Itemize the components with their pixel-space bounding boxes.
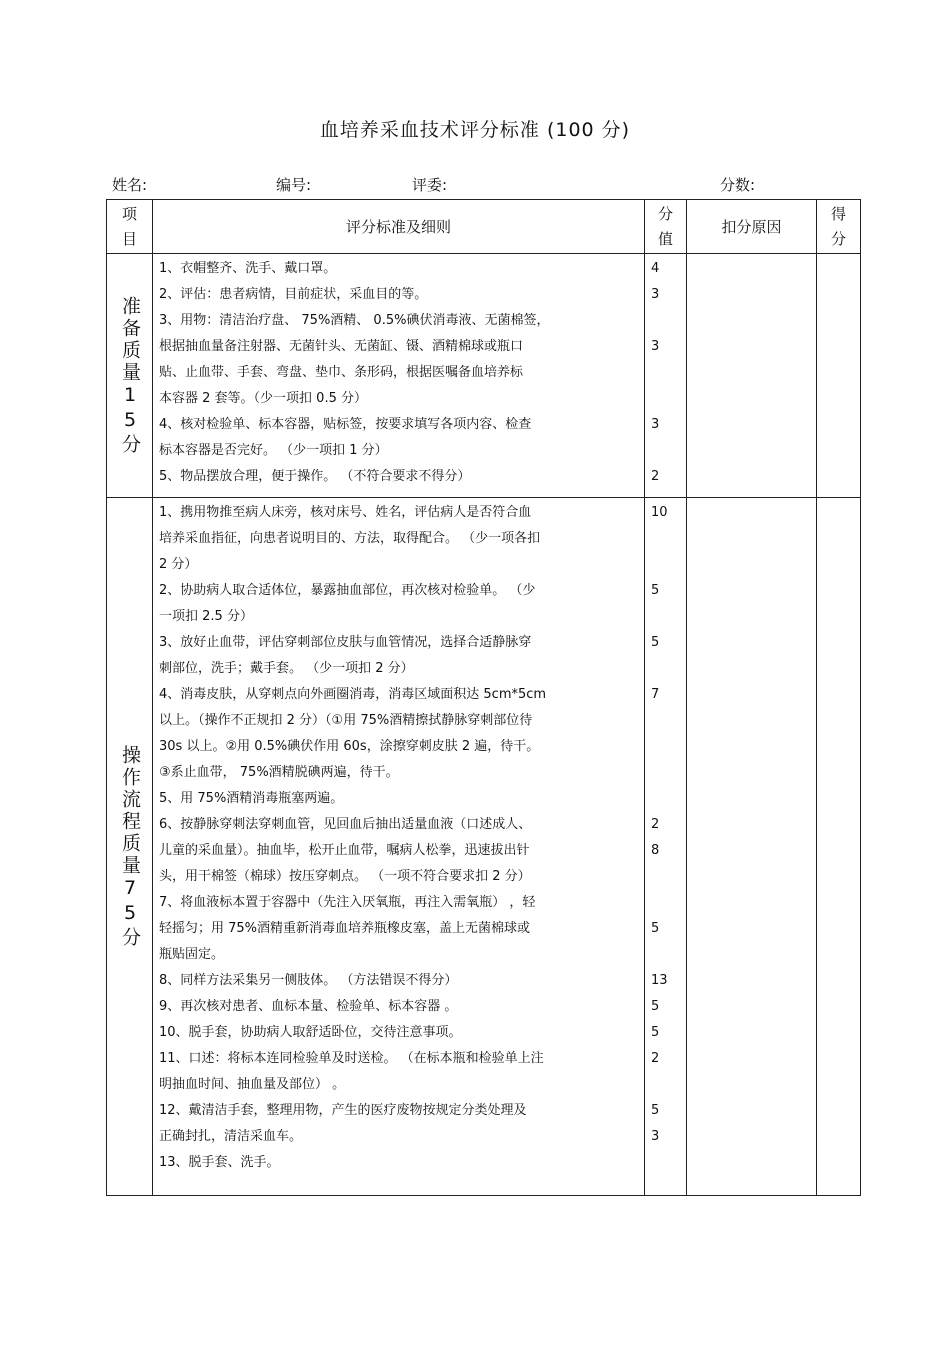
criteria-line: 12、戴清洁手套，整理用物，产生的医疗废物按规定分类处理及: [159, 1103, 527, 1118]
criteria-line: 5、用 75%酒精消毒瓶塞两遍。: [159, 791, 344, 806]
header-item: [107, 200, 153, 254]
criteria-line: 轻摇匀；用 75%酒精重新消毒血培养瓶橡皮塞，盖上无菌棉球或: [159, 921, 531, 936]
criteria-line: 2、评估：患者病情，目前症状，采血目的等。: [159, 287, 428, 302]
criteria-line: 11、口述：将标本连同检验单及时送检。 （在标本瓶和检验单上注: [159, 1051, 544, 1066]
judge-label: 评委:: [412, 176, 448, 194]
criteria-list: [159, 256, 638, 490]
points-value: [651, 552, 680, 578]
points-value: [651, 734, 680, 760]
criteria-line: 9、再次核对患者、血标本量、检验单、标本容器 。: [159, 999, 458, 1014]
points-value: 2: [651, 1051, 660, 1066]
criteria-list: [159, 500, 638, 1176]
points-value: 5: [651, 1103, 660, 1118]
points-value: [651, 360, 680, 386]
criteria-line: 1、携用物推至病人床旁，核对床号、姓名，评估病人是否符合血: [159, 505, 532, 520]
points-cell: [645, 254, 687, 498]
name-label: 姓名:: [112, 176, 148, 194]
points-value: 8: [651, 843, 660, 858]
criteria-line: 明抽血时间、抽血量及部位） 。: [159, 1077, 346, 1092]
header-item-line-2: 目: [121, 230, 137, 248]
points-value: [651, 604, 680, 630]
points-value: [651, 942, 680, 968]
category-cell: [107, 498, 153, 1196]
points-value: [651, 656, 680, 682]
points-value: [651, 786, 680, 812]
score-cell[interactable]: [817, 254, 861, 498]
points-value: 13: [651, 973, 668, 988]
header-points: [645, 200, 687, 254]
header-score-line-2: 分: [830, 230, 846, 248]
points-value: 7: [651, 687, 660, 702]
points-value: [651, 708, 680, 734]
header-points-line-1: 分: [657, 205, 673, 223]
criteria-line: 3、放好止血带，评估穿刺部位皮肤与血管情况，选择合适静脉穿: [159, 635, 532, 650]
criteria-line: 10、脱手套，协助病人取舒适卧位，交待注意事项。: [159, 1025, 462, 1040]
criteria-line: 13、脱手套、洗手。: [159, 1155, 280, 1170]
points-value: 10: [651, 505, 668, 520]
criteria-line: 培养采血指征，向患者说明目的、方法，取得配合。 （少一项各扣: [159, 531, 541, 546]
criteria-line: 一项扣 2.5 分）: [159, 609, 253, 624]
criteria-line: 1、衣帽整齐、洗手、戴口罩。: [159, 261, 337, 276]
points-list: [651, 256, 680, 484]
category-cell: [107, 254, 153, 498]
points-value: [651, 1072, 680, 1098]
points-value: 4: [651, 261, 660, 276]
header-points-line-2: 值: [657, 230, 673, 248]
points-value: [651, 308, 680, 334]
criteria-line: 7、将血液标本置于容器中（先注入厌氧瓶，再注入需氧瓶） ，轻: [159, 895, 536, 910]
criteria-line: 贴、止血带、手套、弯盘、垫巾、条形码，根据医嘱备血培养标: [159, 365, 524, 380]
criteria-line: 3、用物：清洁治疗盘、 75%酒精、 0.5%碘伏消毒液、无菌棉签，: [159, 313, 550, 328]
deduction-reason-cell[interactable]: [687, 254, 817, 498]
criteria-line: 30s 以上。②用 0.5%碘伏作用 60s，涂擦穿刺皮肤 2 遍，待干。: [159, 739, 540, 754]
points-value: [651, 760, 680, 786]
points-value: 3: [651, 1129, 660, 1144]
points-value: 3: [651, 287, 660, 302]
points-value: 5: [651, 1025, 660, 1040]
score-cell[interactable]: [817, 498, 861, 1196]
header-item-line-1: 项: [121, 205, 137, 223]
criteria-line: 儿童的采血量）。抽血毕，松开止血带，嘱病人松拳，迅速拔出针: [159, 843, 530, 858]
criteria-line: 瓶贴固定。: [159, 947, 225, 962]
points-value: 5: [651, 635, 660, 650]
points-value: [651, 438, 680, 464]
points-list: [651, 500, 680, 1144]
header-deduction-reason: 扣分原因: [687, 200, 817, 254]
criteria-line: 8、同样方法采集另一侧肢体。 （方法错误不得分）: [159, 973, 458, 988]
score-label: 分数:: [720, 176, 756, 194]
table-header-row: [107, 200, 861, 254]
header-score: [817, 200, 861, 254]
points-value: [651, 864, 680, 890]
section-row-preparation: [107, 254, 861, 498]
criteria-cell: [153, 254, 645, 498]
scoring-table: [106, 199, 861, 1196]
points-value: [651, 386, 680, 412]
page-title: 血培养采血技术评分标准 (100 分): [319, 119, 631, 141]
criteria-line: 4、消毒皮肤，从穿刺点向外画圈消毒，消毒区域面积达 5cm*5cm: [159, 687, 547, 702]
criteria-line: 2 分）: [159, 557, 198, 572]
points-value: [651, 1150, 680, 1176]
points-value: 5: [651, 583, 660, 598]
points-value: 2: [651, 469, 660, 484]
criteria-cell: [153, 498, 645, 1196]
criteria-line: ③系止血带， 75%酒精脱碘两遍，待干。: [159, 765, 399, 780]
criteria-line: 本容器 2 套等。（少一项扣 0.5 分）: [159, 391, 367, 406]
points-value: 3: [651, 339, 660, 354]
deduction-reason-cell[interactable]: [687, 498, 817, 1196]
points-value: 5: [651, 999, 660, 1014]
points-value: 2: [651, 817, 660, 832]
points-value: 3: [651, 417, 660, 432]
criteria-line: 6、按静脉穿刺法穿刺血管，见回血后抽出适量血液（口述成人、: [159, 817, 532, 832]
category-label: 准备质量15分: [119, 295, 141, 456]
criteria-line: 头，用干棉签（棉球）按压穿刺点。 （一项不符合要求扣 2 分）: [159, 869, 531, 884]
id-label: 编号:: [276, 176, 312, 194]
points-value: [651, 526, 680, 552]
category-label: 操作流程质量75分: [119, 744, 141, 949]
criteria-line: 刺部位，洗手；戴手套。 （少一项扣 2 分）: [159, 661, 414, 676]
points-value: [651, 890, 680, 916]
points-cell: [645, 498, 687, 1196]
points-value: 5: [651, 921, 660, 936]
header-score-line-1: 得: [830, 205, 846, 223]
criteria-line: 2、协助病人取合适体位，暴露抽血部位，再次核对检验单。 （少: [159, 583, 536, 598]
criteria-line: 正确封扎，清洁采血车。: [159, 1129, 303, 1144]
criteria-line: 5、物品摆放合理，便于操作。 （不符合要求不得分）: [159, 469, 471, 484]
section-row-operation: [107, 498, 861, 1196]
criteria-line: 4、核对检验单、标本容器，贴标签，按要求填写各项内容、检查: [159, 417, 532, 432]
criteria-line: 以上。（操作不正规扣 2 分）（①用 75%酒精擦拭静脉穿刺部位待: [159, 713, 533, 728]
criteria-line: 标本容器是否完好。 （少一项扣 1 分）: [159, 443, 388, 458]
header-criteria: 评分标准及细则: [153, 200, 645, 254]
criteria-line: 根据抽血量备注射器、无菌针头、无菌缸、镊、酒精棉球或瓶口: [159, 339, 524, 354]
